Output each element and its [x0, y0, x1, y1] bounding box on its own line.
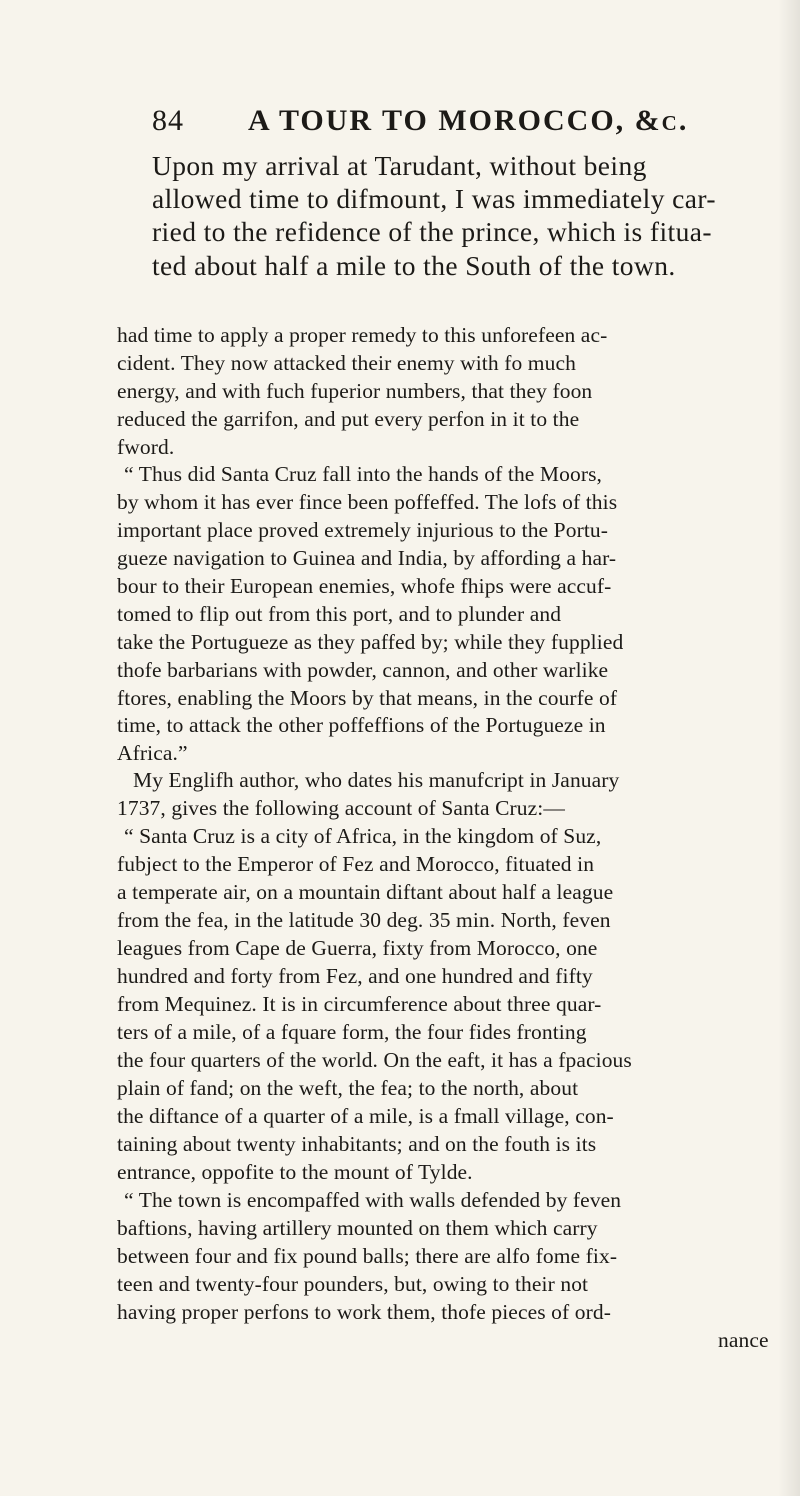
body-line: a temperate air, on a mountain diftant about half a league — [117, 880, 614, 904]
body-line: the diftance of a quarter of a mile, is a fmall village, con- — [117, 1104, 614, 1128]
body-line: baftions, having artillery mounted on them which carry — [117, 1216, 598, 1240]
body-line: from Mequinez. It is in circumference about three quar- — [117, 992, 602, 1016]
body-line: “ Thus did Santa Cruz fall into the hands of the Moors, — [124, 462, 603, 486]
body-line: hundred and forty from Fez, and one hundred and fifty — [117, 964, 593, 988]
body-line: having proper perfons to work them, thofe pieces of ord- — [117, 1300, 611, 1324]
page-number: 84 — [152, 104, 184, 137]
body-line: entrance, oppofite to the mount of Tylde. — [117, 1160, 473, 1184]
body-line: tomed to flip out from this port, and to plunder and — [117, 602, 562, 626]
body-line: fword. — [117, 435, 175, 459]
body-line: take the Portugueze as they paffed by; while they fupplied — [117, 630, 624, 654]
lead-line: Upon my arrival at Tarudant, without being — [152, 150, 647, 181]
body-line: time, to attack the other poffeffions of the Portugueze in — [117, 713, 606, 737]
body-line: plain of fand; on the weft, the fea; to the north, about — [117, 1076, 579, 1100]
lead-line: allowed time to difmount, I was immediately car- — [152, 183, 716, 214]
body-line: thofe barbarians with powder, cannon, and other warlike — [117, 658, 609, 682]
body-line: “ Santa Cruz is a city of Africa, in the kingdom of Suz, — [124, 824, 602, 848]
body-line: gueze navigation to Guinea and India, by affording a har- — [117, 546, 617, 570]
body-line: energy, and with fuch fuperior numbers, that they foon — [117, 379, 593, 403]
page-edge-shadow — [778, 0, 800, 1496]
body-line: 1737, gives the following account of Santa Cruz:— — [117, 796, 565, 820]
body-line: leagues from Cape de Guerra, fixty from Morocco, one — [117, 936, 598, 960]
body-line: bour to their European enemies, whofe fhips were accuf- — [117, 574, 612, 598]
body-line: ftores, enabling the Moors by that means, in the courfe of — [117, 686, 618, 710]
body-line: cident. They now attacked their enemy with fo much — [117, 351, 576, 375]
body-line: reduced the garrifon, and put every perfon in it to the — [117, 407, 580, 431]
page-header — [152, 104, 772, 144]
body-line: important place proved extremely injurious to the Portu- — [117, 518, 609, 542]
body-line: by whom it has ever fince been poffeffed. The lofs of this — [117, 490, 618, 514]
body-line: My Englifh author, who dates his manufcript in January — [133, 768, 620, 792]
lead-line: ried to the refidence of the prince, which is fitua- — [152, 216, 712, 247]
body-line: “ The town is encompaffed with walls defended by feven — [124, 1188, 622, 1212]
body-line: fubject to the Emperor of Fez and Morocco, fituated in — [117, 852, 595, 876]
body-line: the four quarters of the world. On the eaft, it has a fpacious — [117, 1048, 632, 1072]
body-line: ters of a mile, of a fquare form, the four fides fronting — [117, 1020, 587, 1044]
body-line: between four and fix pound balls; there are alfo fome fix- — [117, 1244, 618, 1268]
body-line: Africa.” — [117, 741, 188, 765]
body-line: had time to apply a proper remedy to this unforefeen ac- — [117, 323, 608, 347]
lead-line: ted about half a mile to the South of the town. — [152, 250, 676, 281]
running-title: A TOUR TO MOROCCO, &c. — [248, 104, 689, 137]
body-line: taining about twenty inhabitants; and on the fouth is its — [117, 1132, 597, 1156]
catchword: nance — [718, 1328, 769, 1352]
body-line: teen and twenty-four pounders, but, owing to their not — [117, 1272, 589, 1296]
body-line: from the fea, in the latitude 30 deg. 35 min. North, feven — [117, 908, 611, 932]
